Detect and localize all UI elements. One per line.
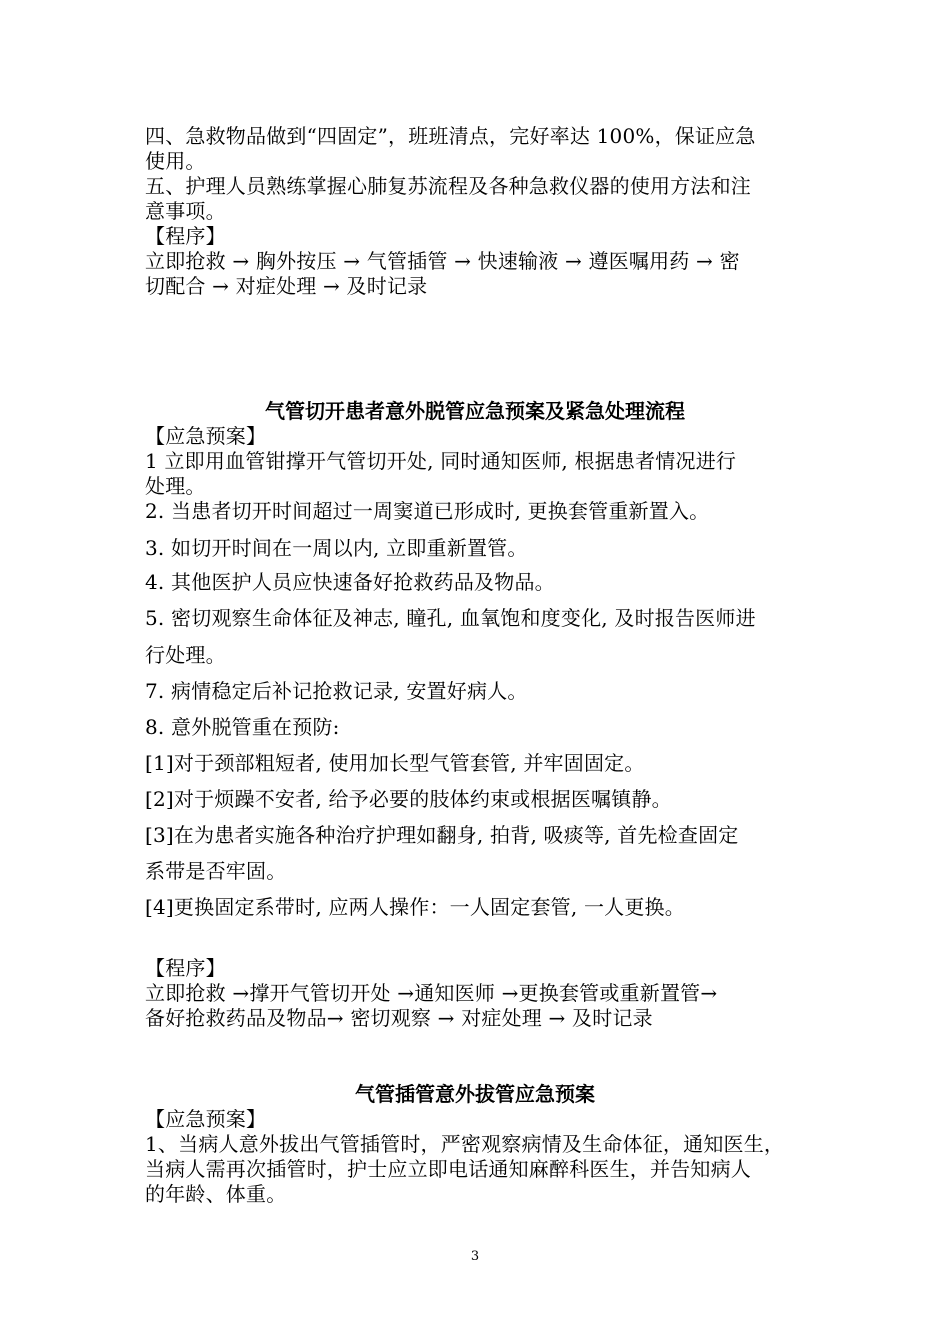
procedure-label: 【程序】 bbox=[145, 224, 226, 248]
text-line: 四、急救物品做到“四固定”，班班清点，完好率达 100%，保证应急 bbox=[145, 124, 756, 148]
text-line: 系带是否牢固。 bbox=[145, 859, 287, 883]
text-line: 5. 密切观察生命体征及神志, 瞳孔, 血氧饱和度变化, 及时报告医师进 bbox=[145, 606, 756, 630]
plan-label: 【应急预案】 bbox=[145, 1107, 267, 1131]
text-line: 2. 当患者切开时间超过一周窦道已形成时, 更换套管重新置入。 bbox=[145, 499, 710, 523]
procedure-flow: 备好抢救药品及物品→ 密切观察 → 对症处理 → 及时记录 bbox=[145, 1006, 653, 1030]
text-line: 处理。 bbox=[145, 474, 206, 498]
section-title: 气管插管意外拔管应急预案 bbox=[355, 1082, 595, 1106]
text-line: [4]更换固定系带时, 应两人操作：一人固定套管, 一人更换。 bbox=[145, 895, 685, 919]
text-line: 8. 意外脱管重在预防: bbox=[145, 715, 340, 739]
text-line: 1 立即用血管钳撑开气管切开处, 同时通知医师, 根据患者情况进行 bbox=[145, 449, 737, 473]
text-line: [2]对于烦躁不安者, 给予必要的肢体约束或根据医嘱镇静。 bbox=[145, 787, 672, 811]
procedure-flow: 立即抢救 → 胸外按压 → 气管插管 → 快速输液 → 遵医嘱用药 → 密 bbox=[145, 249, 740, 273]
page-number: 3 bbox=[470, 1249, 480, 1264]
section-title: 气管切开患者意外脱管应急预案及紧急处理流程 bbox=[265, 399, 685, 423]
procedure-flow: 切配合 → 对症处理 → 及时记录 bbox=[145, 274, 428, 298]
plan-label: 【应急预案】 bbox=[145, 424, 267, 448]
text-line: 使用。 bbox=[145, 149, 206, 173]
text-line: 行处理。 bbox=[145, 643, 226, 667]
procedure-label: 【程序】 bbox=[145, 956, 226, 980]
text-line: 7. 病情稳定后补记抢救记录, 安置好病人。 bbox=[145, 679, 528, 703]
text-line: 4. 其他医护人员应快速备好抢救药品及物品。 bbox=[145, 570, 555, 594]
text-line: 1、当病人意外拔出气管插管时，严密观察病情及生命体征，通知医生， bbox=[145, 1132, 785, 1156]
text-line: 的年龄、体重。 bbox=[145, 1182, 287, 1206]
text-line: 五、护理人员熟练掌握心肺复苏流程及各种急救仪器的使用方法和注 bbox=[145, 174, 751, 198]
text-line: 意事项。 bbox=[145, 199, 226, 223]
text-line: 3. 如切开时间在一周以内, 立即重新置管。 bbox=[145, 536, 528, 560]
text-line: 当病人需再次插管时，护士应立即电话通知麻醉科医生，并告知病人 bbox=[145, 1157, 751, 1181]
text-line: [1]对于颈部粗短者, 使用加长型气管套管, 并牢固固定。 bbox=[145, 751, 645, 775]
text-line: [3]在为患者实施各种治疗护理如翻身, 拍背, 吸痰等, 首先检查固定 bbox=[145, 823, 739, 847]
procedure-flow: 立即抢救 →撑开气管切开处 →通知医师 →更换套管或重新置管→ bbox=[145, 981, 718, 1005]
